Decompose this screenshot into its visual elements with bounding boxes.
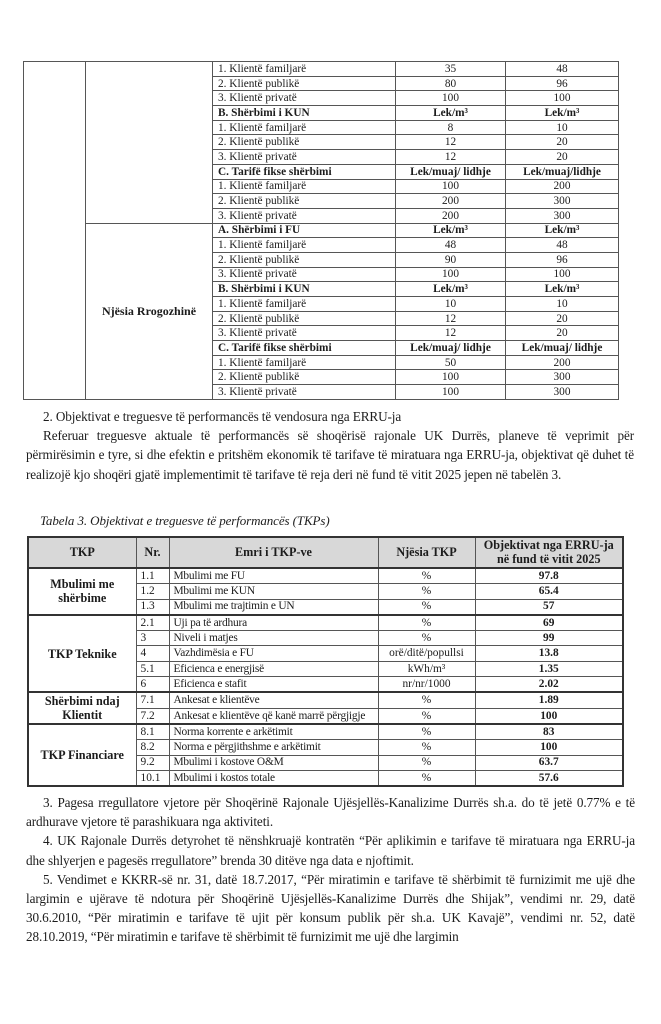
tkp-unit-cell: % xyxy=(378,692,475,708)
paragraph-4: 4. UK Rajonale Durrës detyrohet të nënshkruajë kontratën “Për aplikimin e tarifave të miratuara nga ERRU-ja dhe shlyerjen e pagesës rregullatore” brenda 30 ditëve nga data e njoftimit. xyxy=(26,833,635,868)
tariff-label-cell: A. Shërbimi i FU xyxy=(213,223,396,238)
tkp-name-cell: Norma e përgjithshme e arkëtimit xyxy=(169,740,378,755)
tariff-table xyxy=(23,61,619,400)
tariff-unit-cell: Lek/m³ xyxy=(506,223,619,238)
tkp-unit-cell: % xyxy=(378,740,475,755)
tariff-value-cell: 48 xyxy=(396,238,506,253)
tariff-value-cell: 300 xyxy=(506,194,619,209)
tariff-label-cell: 2. Klientë publikë xyxy=(213,76,396,91)
tariff-value-cell: 10 xyxy=(506,297,619,312)
tariff-value-cell: 100 xyxy=(506,267,619,282)
tariff-value-cell: 12 xyxy=(396,150,506,165)
tariff-label-cell: 3. Klientë privatë xyxy=(213,150,396,165)
tkp-row xyxy=(28,692,623,708)
bottom-paragraphs xyxy=(26,793,635,947)
tkp-unit-cell: % xyxy=(378,568,475,584)
tkp-target-cell: 69 xyxy=(475,615,623,631)
tkp-nr-cell: 1.2 xyxy=(136,584,169,599)
tkp-name-cell: Niveli i matjes xyxy=(169,631,378,646)
tariff-value-cell: 20 xyxy=(506,135,619,150)
tariff-unit-cell: Lek/m³ xyxy=(506,282,619,297)
tariff-label-cell: 1. Klientë familjarë xyxy=(213,179,396,194)
tkp-target-cell: 100 xyxy=(475,740,623,755)
tariff-row xyxy=(24,62,619,77)
tariff-unit-cell: Lek/m³ xyxy=(506,106,619,121)
tkp-group-cell: Shërbimi ndaj Klientit xyxy=(28,692,136,724)
tkp-name-cell: Uji pa të ardhura xyxy=(169,615,378,631)
tkp-target-cell: 13.8 xyxy=(475,646,623,661)
tariff-label-cell: 3. Klientë privatë xyxy=(213,326,396,341)
tkp-unit-cell: % xyxy=(378,708,475,724)
tariff-value-cell: 12 xyxy=(396,311,506,326)
tkp-nr-cell: 5.1 xyxy=(136,661,169,676)
tkp-name-cell: Norma korrente e arkëtimit xyxy=(169,724,378,740)
tkp-row xyxy=(28,615,623,631)
tariff-label-cell: 2. Klientë publikë xyxy=(213,252,396,267)
tariff-unit-cell: Lek/muaj/lidhje xyxy=(506,164,619,179)
tariff-value-cell: 48 xyxy=(506,62,619,77)
tariff-label-cell: 2. Klientë publikë xyxy=(213,135,396,150)
tariff-value-cell: 200 xyxy=(506,179,619,194)
tariff-value-cell: 200 xyxy=(506,355,619,370)
tkp-name-cell: Mbulimi me trajtimin e UN xyxy=(169,599,378,615)
tkp-target-cell: 97.8 xyxy=(475,568,623,584)
tariff-value-cell: 20 xyxy=(506,311,619,326)
tariff-label-cell: 2. Klientë publikë xyxy=(213,194,396,209)
tkp-unit-cell: kWh/m³ xyxy=(378,661,475,676)
tariff-value-cell: 50 xyxy=(396,355,506,370)
tariff-unit-cell: Lek/m³ xyxy=(396,106,506,121)
tariff-value-cell: 300 xyxy=(506,370,619,385)
tkp-unit-cell: % xyxy=(378,770,475,786)
tkp-nr-cell: 2.1 xyxy=(136,615,169,631)
tariff-label-cell: 1. Klientë familjarë xyxy=(213,238,396,253)
margin-cell xyxy=(24,62,86,400)
tariff-label-cell: C. Tarifë fikse shërbimi xyxy=(213,164,396,179)
tkp-table xyxy=(27,536,624,787)
tkp-nr-cell: 7.2 xyxy=(136,708,169,724)
tkp-nr-cell: 1.1 xyxy=(136,568,169,584)
tkp-header-cell: Emri i TKP-ve xyxy=(169,537,378,568)
tkp-unit-cell: orë/ditë/popullsi xyxy=(378,646,475,661)
tariff-value-cell: 300 xyxy=(506,208,619,223)
tariff-value-cell: 20 xyxy=(506,326,619,341)
tariff-value-cell: 100 xyxy=(396,385,506,400)
tariff-label-cell: 1. Klientë familjarë xyxy=(213,297,396,312)
tkp-name-cell: Vazhdimësia e FU xyxy=(169,646,378,661)
paragraph-5: 5. Vendimet e KKRR-së nr. 31, datë 18.7.2017, “Për miratimin e tarifave të shërbimit të furnizimit me ujë dhe largimin e ujërave të ndotura për Shoqërinë Ujësjellës-Kanalizime Durrës dhe Shijak”, vendimi nr. 29, datë 30.6.2010, “Për miratimin e tarifave të ujit për konsum publik për sh.a. UK Kavajë”, vendimi nr. 52, datë 28.10.2019, “Për miratimin e tarifave të shërbimit të furnizimit me ujë dhe largimin xyxy=(26,871,635,945)
tariff-value-cell: 10 xyxy=(506,120,619,135)
tkp-unit-cell: nr/nr/1000 xyxy=(378,677,475,693)
tkp-target-cell: 57 xyxy=(475,599,623,615)
tkp-target-cell: 63.7 xyxy=(475,755,623,770)
tariff-value-cell: 12 xyxy=(396,326,506,341)
tariff-value-cell: 96 xyxy=(506,252,619,267)
tariff-label-cell: C. Tarifë fikse shërbimi xyxy=(213,341,396,356)
tkp-header-cell: Objektivat nga ERRU-ja në fund të vitit 2025 xyxy=(475,537,623,568)
tkp-name-cell: Ankesat e klientëve që kanë marrë përgjigje xyxy=(169,708,378,724)
tkp-target-cell: 57.6 xyxy=(475,770,623,786)
tariff-unit-cell: Lek/m³ xyxy=(396,282,506,297)
tariff-value-cell: 300 xyxy=(506,385,619,400)
tkp-group-cell: TKP Teknike xyxy=(28,615,136,692)
section-2 xyxy=(26,407,634,484)
tariff-label-cell: 3. Klientë privatë xyxy=(213,267,396,282)
tariff-label-cell: 2. Klientë publikë xyxy=(213,370,396,385)
tariff-value-cell: 100 xyxy=(396,179,506,194)
tkp-name-cell: Eficienca e stafit xyxy=(169,677,378,693)
tariff-value-cell: 12 xyxy=(396,135,506,150)
tariff-value-cell: 80 xyxy=(396,76,506,91)
section-2-heading: 2. Objektivat e treguesve të performancës të vendosura nga ERRU-ja xyxy=(43,409,402,424)
tariff-unit-cell: Lek/muaj/ lidhje xyxy=(506,341,619,356)
tkp-target-cell: 65.4 xyxy=(475,584,623,599)
tkp-unit-cell: % xyxy=(378,584,475,599)
tkp-header-row xyxy=(28,537,623,568)
tariff-unit-cell: Lek/muaj/ lidhje xyxy=(396,164,506,179)
tariff-label-cell: 2. Klientë publikë xyxy=(213,311,396,326)
tariff-value-cell: 10 xyxy=(396,297,506,312)
tkp-row xyxy=(28,568,623,584)
tariff-value-cell: 20 xyxy=(506,150,619,165)
tkp-unit-cell: % xyxy=(378,599,475,615)
tariff-label-cell: 1. Klientë familjarë xyxy=(213,355,396,370)
tkp-target-cell: 99 xyxy=(475,631,623,646)
tkp-name-cell: Mbulimi i kostove O&M xyxy=(169,755,378,770)
unit-name-cell xyxy=(86,62,213,224)
tkp-group-cell: Mbulimi me shërbime xyxy=(28,568,136,615)
tkp-unit-cell: % xyxy=(378,631,475,646)
tkp-nr-cell: 10.1 xyxy=(136,770,169,786)
tariff-value-cell: 48 xyxy=(506,238,619,253)
table3-caption: Tabela 3. Objektivat e treguesve të performancës (TKPs) xyxy=(40,513,330,528)
tariff-label-cell: 3. Klientë privatë xyxy=(213,91,396,106)
tariff-label-cell: 1. Klientë familjarë xyxy=(213,62,396,77)
tkp-header-cell: Nr. xyxy=(136,537,169,568)
tkp-target-cell: 1.89 xyxy=(475,692,623,708)
tkp-nr-cell: 6 xyxy=(136,677,169,693)
tkp-row xyxy=(28,724,623,740)
tariff-value-cell: 96 xyxy=(506,76,619,91)
tkp-name-cell: Eficienca e energjisë xyxy=(169,661,378,676)
tkp-name-cell: Mbulimi me FU xyxy=(169,568,378,584)
section-2-body: Referuar treguesve aktuale të performancës së shoqërisë rajonale UK Durrës, planeve të veprimit për përmirësimin e tyre, si dhe efektin e pritshëm ekonomik të tarifave të miratuara nga ERRU-ja, objektivat që duhet të realizojë kjo shoqëri gjatë implementimit të tarifave të reja deri në fund të vitit 2025 jepen në tabelën 3. xyxy=(26,428,634,482)
tkp-target-cell: 83 xyxy=(475,724,623,740)
tkp-name-cell: Ankesat e klientëve xyxy=(169,692,378,708)
tariff-value-cell: 200 xyxy=(396,194,506,209)
tkp-target-cell: 1.35 xyxy=(475,661,623,676)
tkp-nr-cell: 3 xyxy=(136,631,169,646)
tkp-nr-cell: 7.1 xyxy=(136,692,169,708)
tkp-name-cell: Mbulimi i kostos totale xyxy=(169,770,378,786)
tkp-nr-cell: 4 xyxy=(136,646,169,661)
tariff-label-cell: B. Shërbimi i KUN xyxy=(213,106,396,121)
tariff-value-cell: 100 xyxy=(396,91,506,106)
tariff-value-cell: 35 xyxy=(396,62,506,77)
tariff-label-cell: 3. Klientë privatë xyxy=(213,385,396,400)
tariff-value-cell: 100 xyxy=(396,370,506,385)
tariff-label-cell: 3. Klientë privatë xyxy=(213,208,396,223)
tariff-label-cell: 1. Klientë familjarë xyxy=(213,120,396,135)
tkp-target-cell: 2.02 xyxy=(475,677,623,693)
tkp-unit-cell: % xyxy=(378,724,475,740)
tariff-value-cell: 8 xyxy=(396,120,506,135)
tkp-nr-cell: 8.2 xyxy=(136,740,169,755)
tkp-unit-cell: % xyxy=(378,615,475,631)
tkp-group-cell: TKP Financiare xyxy=(28,724,136,786)
tkp-nr-cell: 8.1 xyxy=(136,724,169,740)
tariff-label-cell: B. Shërbimi i KUN xyxy=(213,282,396,297)
tariff-section-row xyxy=(24,223,619,238)
unit-name-cell: Njësia Rrogozhinë xyxy=(86,223,213,399)
tkp-header-cell: Njësia TKP xyxy=(378,537,475,568)
tkp-name-cell: Mbulimi me KUN xyxy=(169,584,378,599)
tariff-value-cell: 100 xyxy=(396,267,506,282)
tkp-nr-cell: 1.3 xyxy=(136,599,169,615)
paragraph-3: 3. Pagesa rregullatore vjetore për Shoqërinë Rajonale Ujësjellës-Kanalizime Durrës sh.a. do të jetë 0.77% e të ardhurave vjetore të parashikuara nga aktiviteti. xyxy=(26,795,635,830)
tkp-target-cell: 100 xyxy=(475,708,623,724)
tariff-value-cell: 90 xyxy=(396,252,506,267)
tariff-value-cell: 100 xyxy=(506,91,619,106)
tkp-header-cell: TKP xyxy=(28,537,136,568)
tkp-unit-cell: % xyxy=(378,755,475,770)
tariff-unit-cell: Lek/m³ xyxy=(396,223,506,238)
tariff-unit-cell: Lek/muaj/ lidhje xyxy=(396,341,506,356)
tariff-value-cell: 200 xyxy=(396,208,506,223)
tkp-nr-cell: 9.2 xyxy=(136,755,169,770)
